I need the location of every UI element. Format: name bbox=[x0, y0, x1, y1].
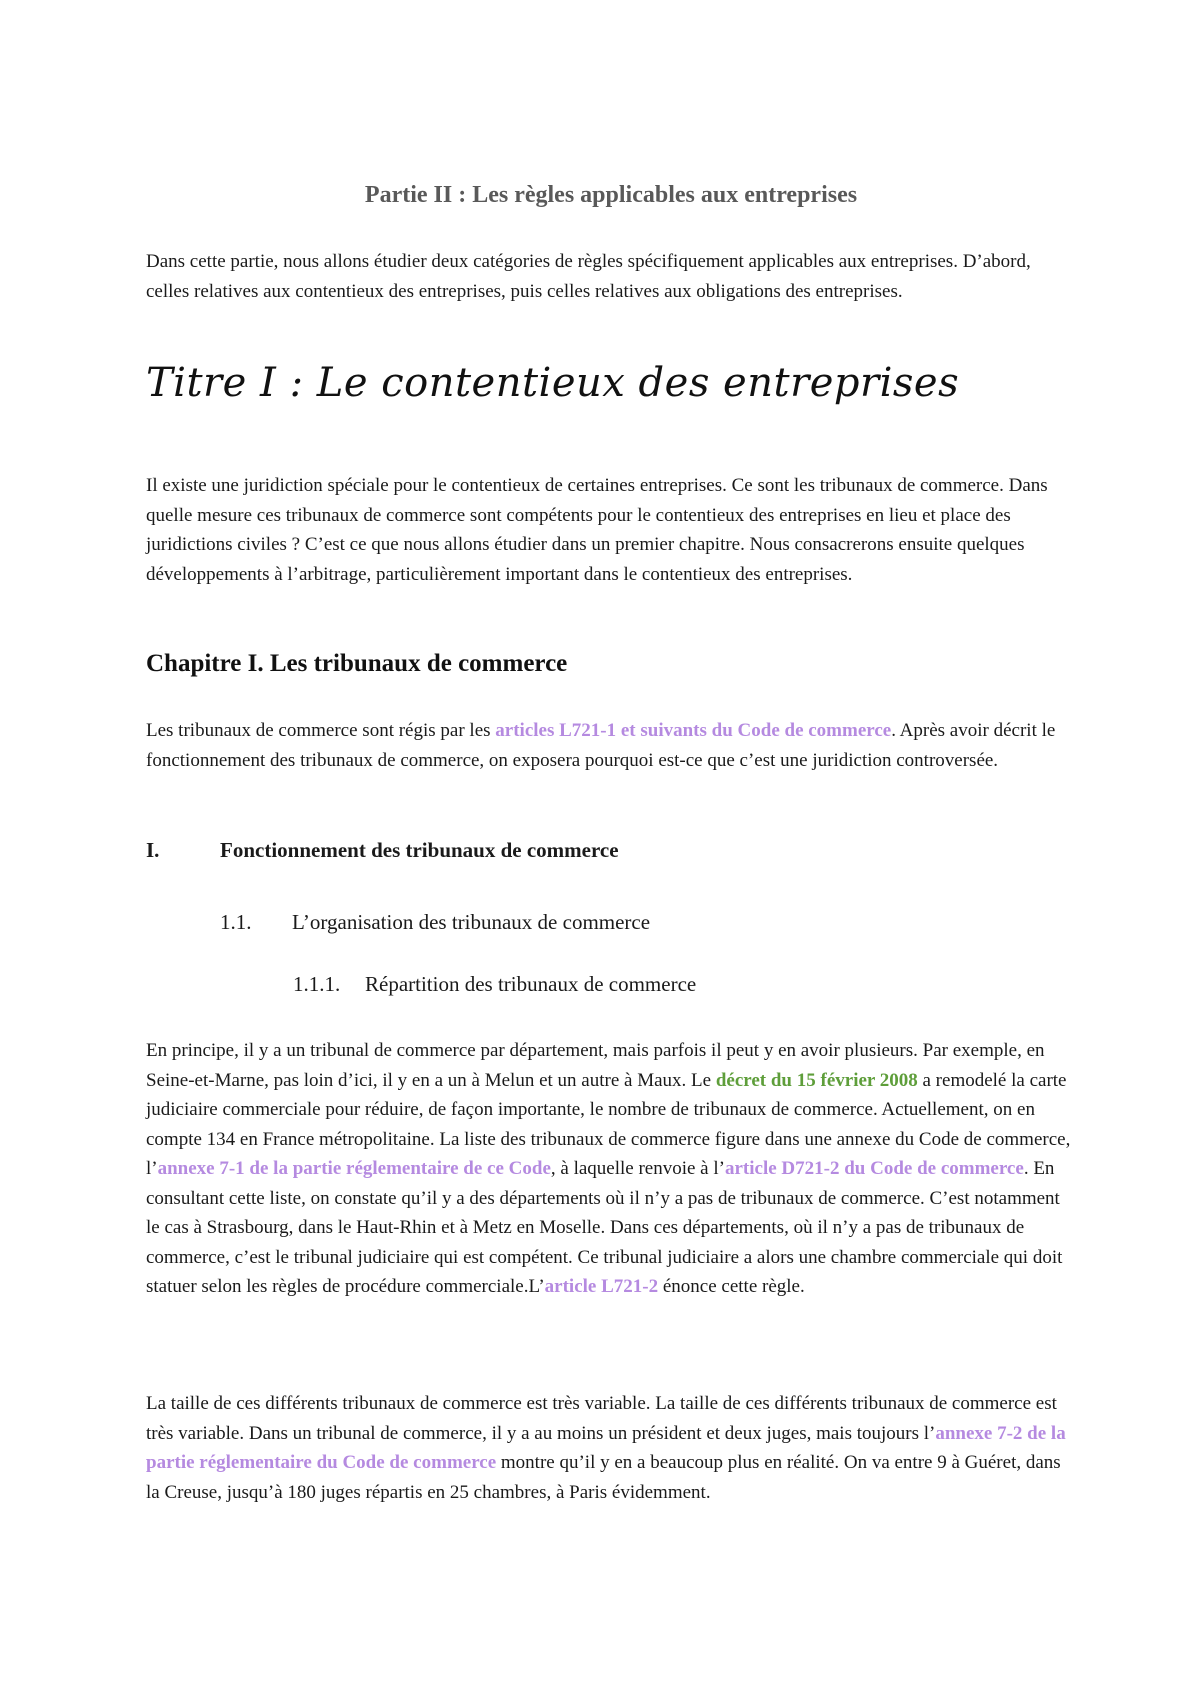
section-number: 1.1. bbox=[220, 910, 252, 934]
intro-paragraph: Dans cette partie, nous allons étudier deux catégories de règles spécifiquement applicables aux entreprises. D’abord, celles relatives aux contentieux des entreprises, puis celles relatives aux obligations des entreprises. bbox=[146, 251, 1031, 302]
link-decret-2008[interactable]: décret du 15 février 2008 bbox=[715, 1069, 918, 1091]
part-title: Partie II : Les règles applicables aux entreprises bbox=[364, 182, 858, 208]
text-span: a remodelé la carte judiciaire commerciale pour réduire, de façon importante, le nombre de tribunaux de commerce. Actuellement, on en compte 134 en France métropolitaine. La liste des tribunaux de commerce figure dans une annexe du Code de commerce, l’ bbox=[146, 1069, 1071, 1179]
section-number: I. bbox=[146, 838, 160, 862]
text-span: Les tribunaux de commerce sont régis par les bbox=[146, 720, 496, 741]
section-title: Répartition des tribunaux de commerce bbox=[365, 972, 697, 996]
link-article-l721-2[interactable]: article L721-2 bbox=[544, 1276, 659, 1297]
chapter-paragraph bbox=[146, 716, 1076, 775]
titre-heading: Titre I : Le contentieux des entreprises bbox=[146, 360, 960, 406]
section-title: L’organisation des tribunaux de commerce bbox=[292, 910, 651, 934]
link-annexe-7-1[interactable]: annexe 7-1 de la partie réglementaire de ce Code bbox=[157, 1158, 551, 1179]
titre-paragraph: Il existe une juridiction spéciale pour le contentieux de certaines entreprises. Ce sont les tribunaux de commerce. Dans quelle mesure ces tribunaux de commerce sont compétents pour le contentieux des entreprises en lieu et place des juridictions civiles ? C’est ce que nous allons étudier dans un premier chapitre. Nous consacrerons ensuite quelques développements à l’arbitrage, particulièrement important dans le contentieux des entreprises. bbox=[146, 475, 1048, 585]
text-span: En principe, il y a un tribunal de commerce par département, mais parfois il peut y en avoir plusieurs. Par exemple, en Seine-et-Marne, pas loin d’ici, il y en a un à Melun et un autre à Maux. Le bbox=[146, 1040, 1045, 1091]
text-span: , à laquelle renvoie à l’ bbox=[550, 1158, 725, 1179]
repartition-paragraph bbox=[146, 1036, 1076, 1302]
link-annexe-7-2[interactable]: annexe 7-2 de la partie réglementaire du Code de commerce bbox=[146, 1422, 1066, 1473]
text-span: montre qu’il y en a beaucoup plus en réalité. On va entre 9 à Guéret, dans la Creuse, jusqu’à 180 juges répartis en 25 chambres, à Paris évidemment. bbox=[146, 1452, 1061, 1503]
link-article-d721-2[interactable]: article D721-2 du Code de commerce bbox=[724, 1158, 1024, 1179]
taille-paragraph bbox=[146, 1389, 1076, 1507]
text-span: La taille de ces différents tribunaux de commerce est très variable. La taille de ces différents tribunaux de commerce est très variable. Dans un tribunal de commerce, il y a au moins un président et deux juges, mais toujours l’ bbox=[146, 1393, 1057, 1444]
chapter-heading: Chapitre I. Les tribunaux de commerce bbox=[146, 650, 568, 677]
text-span: . Après avoir décrit le fonctionnement des tribunaux de commerce, on exposera pourquoi est-ce que c’est une juridiction controversée. bbox=[146, 720, 1056, 771]
text-span: . En consultant cette liste, on constate qu’il y a des départements où il n’y a pas de tribunaux de commerce. C’est notamment le cas à Strasbourg, dans le Haut-Rhin et à Metz en Moselle. Dans ces départements, où il n’y a pas de tribunaux de commerce, c’est le tribunal judiciaire qui est compétent. Ce tribunal judiciaire a alors une chambre commerciale qui doit statuer selon les règles de procédure commerciale.L’ bbox=[146, 1158, 1063, 1297]
text-span: énonce cette règle. bbox=[658, 1276, 805, 1297]
section-number: 1.1.1. bbox=[293, 972, 341, 996]
section-title: Fonctionnement des tribunaux de commerce bbox=[220, 838, 619, 862]
link-articles-l721-1[interactable]: articles L721-1 et suivants du Code de commerce bbox=[495, 720, 892, 741]
